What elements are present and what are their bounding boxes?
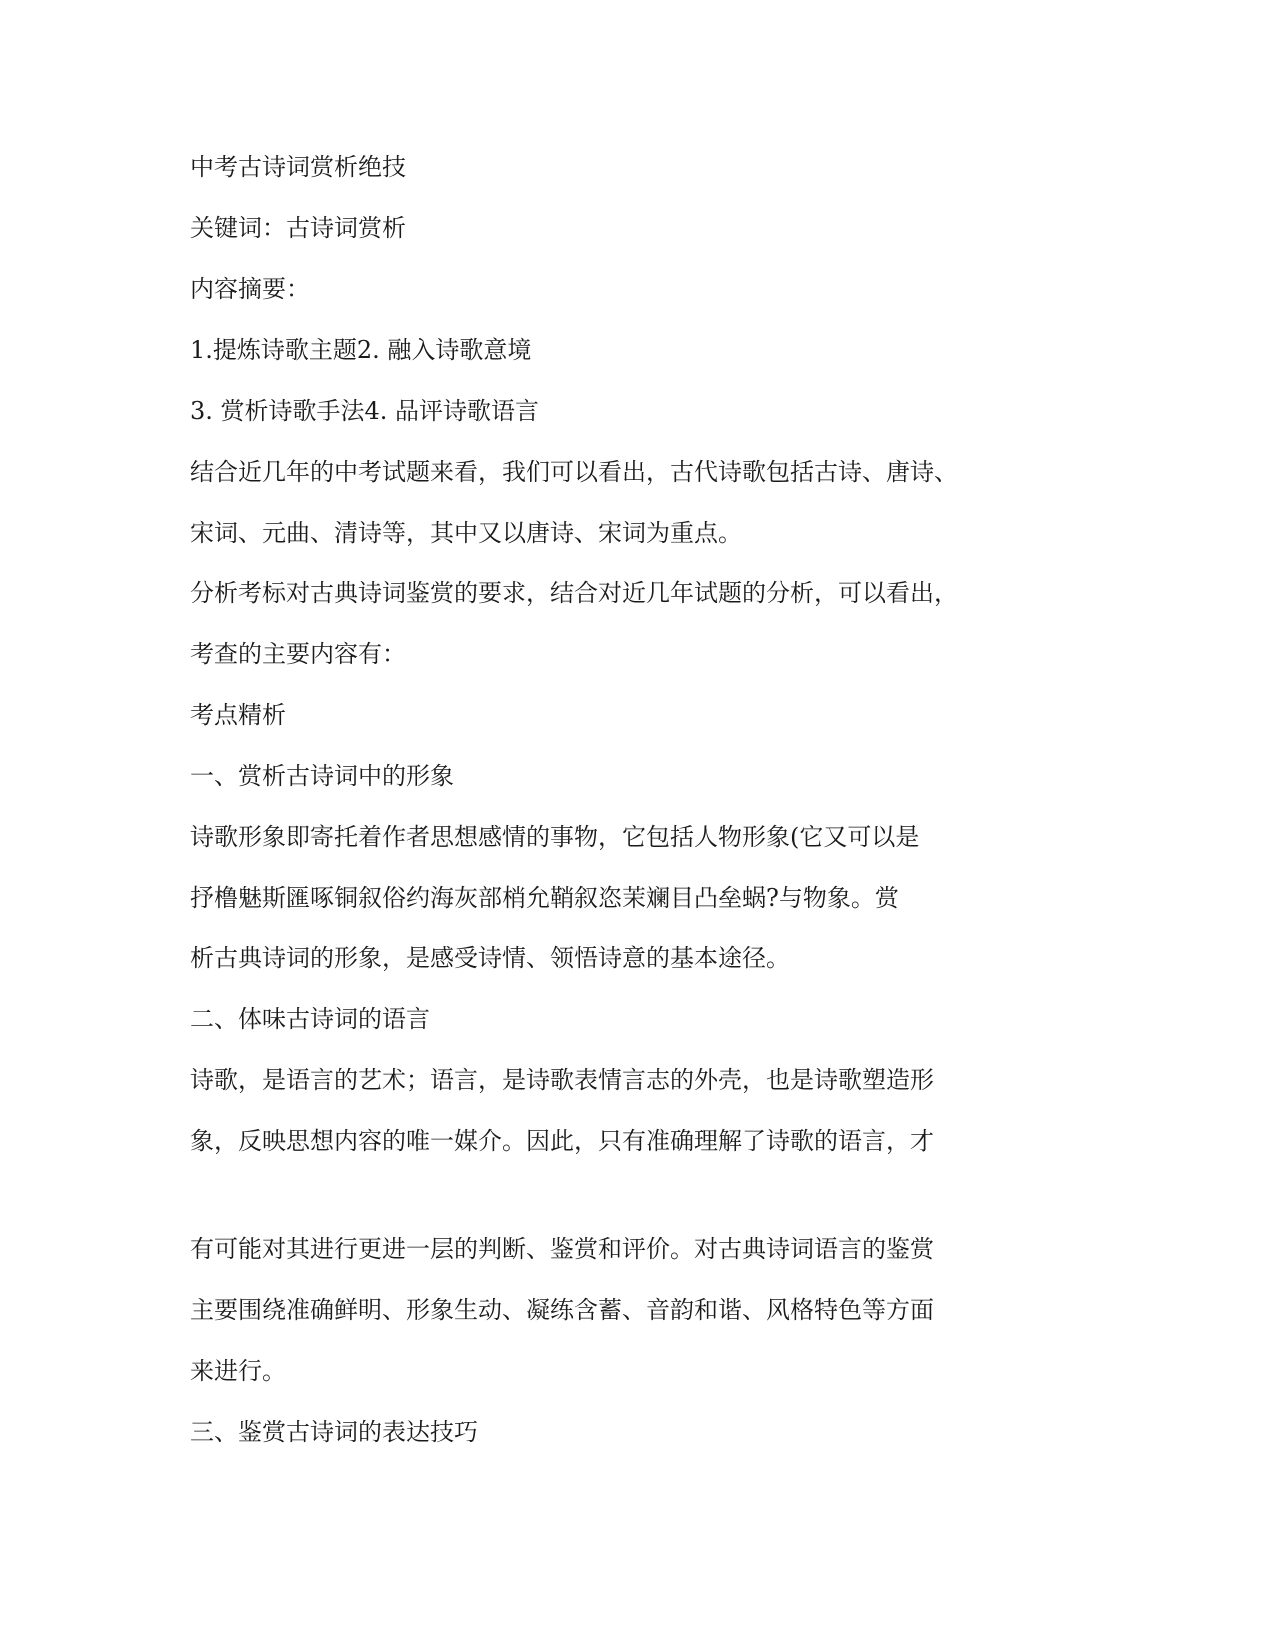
paragraph-line: 考查的主要内容有：	[190, 640, 406, 668]
paragraph-line: 主要围绕准确鲜明、形象生动、凝练含蓄、音韵和谐、风格特色等方面	[190, 1296, 934, 1324]
section-heading: 三、鉴赏古诗词的表达技巧	[190, 1418, 478, 1446]
paragraph-line: 有可能对其进行更进一层的判断、鉴赏和评价。对古典诗词语言的鉴赏	[190, 1235, 934, 1263]
summary-item-line: 3. 赏析诗歌手法4. 品评诗歌语言	[190, 397, 540, 425]
summary-heading: 内容摘要：	[190, 275, 310, 303]
paragraph-line: 象，反映思想内容的唯一媒介。因此，只有准确理解了诗歌的语言，才	[190, 1127, 934, 1155]
paragraph-line: 诗歌，是语言的艺术；语言，是诗歌表情言志的外壳，也是诗歌塑造形	[190, 1066, 934, 1094]
paragraph-line: 结合近几年的中考试题来看，我们可以看出，古代诗歌包括古诗、唐诗、	[190, 458, 958, 486]
paragraph-line: 诗歌形象即寄托着作者思想感情的事物，它包括人物形象(它又可以是	[190, 823, 920, 851]
section-heading: 一、赏析古诗词中的形象	[190, 762, 454, 790]
keywords-line: 关键词：古诗词赏析	[190, 214, 406, 242]
paragraph-line: 宋词、元曲、清诗等，其中又以唐诗、宋词为重点。	[190, 519, 742, 547]
paragraph-line: 析古典诗词的形象，是感受诗情、领悟诗意的基本途径。	[190, 944, 790, 972]
summary-item-line: 1.提炼诗歌主题2. 融入诗歌意境	[190, 336, 532, 364]
paragraph-line: 来进行。	[190, 1357, 286, 1385]
paragraph-line: 抒橹魅斯匯啄铜叙俗约海灰部梢允鞘叙恣茉斓目凸垒蜗?与物象。赏	[190, 884, 899, 912]
section-heading: 二、体味古诗词的语言	[190, 1005, 430, 1033]
section-heading: 考点精析	[190, 701, 286, 729]
paragraph-line: 分析考标对古典诗词鉴赏的要求，结合对近几年试题的分析，可以看出，	[190, 579, 958, 607]
document-title: 中考古诗词赏析绝技	[190, 153, 406, 181]
